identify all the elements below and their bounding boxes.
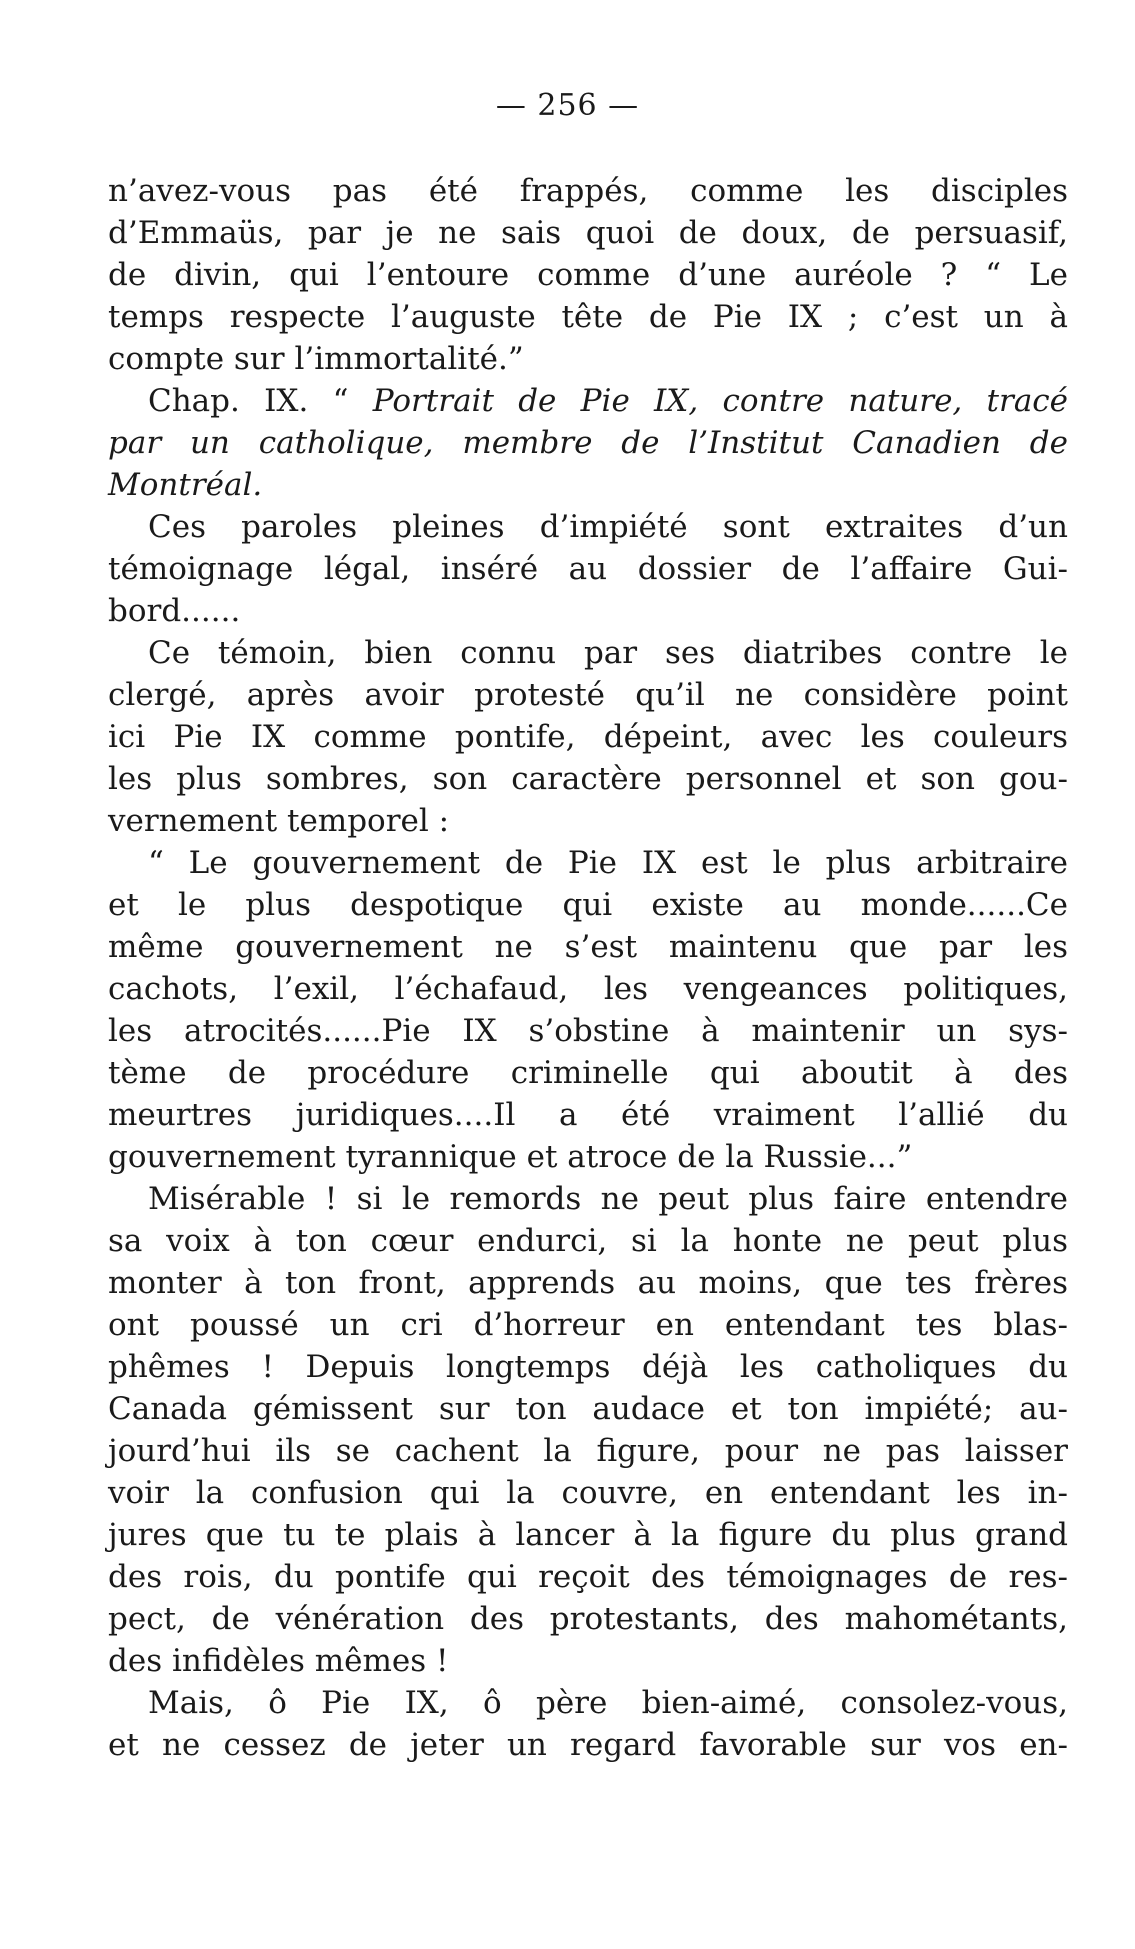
text-line: voir la confusion qui la couvre, en entendant les in- xyxy=(108,1475,1068,1511)
paragraph xyxy=(108,1178,1068,1682)
paragraph-continuation xyxy=(108,170,1068,380)
paragraph-chapter-reference xyxy=(108,380,1068,506)
text-line: n’avez-vous pas été frappés, comme les disciples xyxy=(108,173,1068,209)
text-line: jures que tu te plais à lancer à la figure du plus grand xyxy=(108,1517,1068,1553)
text-line: Canada gémissent sur ton audace et ton impiété; au- xyxy=(108,1391,1068,1427)
text-line: cachots, l’exil, l’échafaud, les vengeances politiques, xyxy=(108,971,1068,1007)
text-line: phêmes ! Depuis longtemps déjà les catholiques du xyxy=(108,1349,1068,1385)
text-line: sa voix à ton cœur endurci, si la honte ne peut plus xyxy=(108,1223,1068,1259)
text-line: des infidèles mêmes ! xyxy=(108,1643,449,1679)
text-line: Mais, ô Pie IX, ô père bien-aimé, consolez-vous, xyxy=(148,1685,1068,1721)
text-line: tème de procédure criminelle qui aboutit à des xyxy=(108,1055,1068,1091)
text-line: temps respecte l’auguste tête de Pie IX ; c’est un à xyxy=(108,299,1068,335)
text-line: et ne cessez de jeter un regard favorable sur vos en- xyxy=(108,1727,1068,1763)
chapter-heading-line xyxy=(108,380,1068,422)
paragraph xyxy=(108,632,1068,842)
paragraph xyxy=(108,506,1068,632)
text-line: Misérable ! si le remords ne peut plus faire entendre xyxy=(148,1181,1068,1217)
paragraph-quotation xyxy=(108,842,1068,1178)
text-line: clergé, après avoir protesté qu’il ne considère point xyxy=(108,677,1068,713)
text-line: des rois, du pontife qui reçoit des témoignages de res- xyxy=(108,1559,1068,1595)
text-line: de divin, qui l’entoure comme d’une auréole ? “ Le xyxy=(108,257,1068,293)
page-number: — 256 — xyxy=(495,88,640,123)
text-line: ont poussé un cri d’horreur en entendant tes blas- xyxy=(108,1307,1068,1343)
text-line: Ce témoin, bien connu par ses diatribes contre le xyxy=(148,635,1068,671)
text-line: les atrocités......Pie IX s’obstine à maintenir un sys- xyxy=(108,1013,1068,1049)
text-line: “ Le gouvernement de Pie IX est le plus arbitraire xyxy=(148,845,1068,881)
text-line: les plus sombres, son caractère personnel et son gou- xyxy=(108,761,1068,797)
text-line: gouvernement tyrannique et atroce de la Russie...” xyxy=(108,1139,913,1175)
text-line: pect, de vénération des protestants, des mahométants, xyxy=(108,1601,1068,1637)
text-line: bord...... xyxy=(108,593,241,629)
text-line: témoignage légal, inséré au dossier de l’affaire Gui- xyxy=(108,551,1068,587)
text-line: ici Pie IX comme pontife, dépeint, avec les couleurs xyxy=(108,719,1068,755)
text-line: jourd’hui ils se cachent la figure, pour ne pas laisser xyxy=(108,1433,1068,1469)
text-line: meurtres juridiques....Il a été vraiment l’allié du xyxy=(108,1097,1068,1133)
paragraph xyxy=(108,1682,1068,1766)
body-text xyxy=(108,170,1068,1766)
text-line: Ces paroles pleines d’impiété sont extraites d’un xyxy=(148,509,1068,545)
text-line: Montréal. xyxy=(108,467,263,503)
text-line: vernement temporel : xyxy=(108,803,450,839)
text-line: monter à ton front, apprends au moins, que tes frères xyxy=(108,1265,1068,1301)
text-line: par un catholique, membre de l’Institut Canadien de xyxy=(108,425,1068,461)
chapter-label: Chap. IX. “ xyxy=(148,383,349,419)
chapter-title-italic: Portrait de Pie IX, contre nature, tracé xyxy=(372,383,1069,419)
text-line: d’Emmaüs, par je ne sais quoi de doux, de persuasif, xyxy=(108,215,1068,251)
text-line: compte sur l’immortalité.” xyxy=(108,341,524,377)
text-line: et le plus despotique qui existe au monde......Ce xyxy=(108,887,1068,923)
text-line: même gouvernement ne s’est maintenu que par les xyxy=(108,929,1068,965)
